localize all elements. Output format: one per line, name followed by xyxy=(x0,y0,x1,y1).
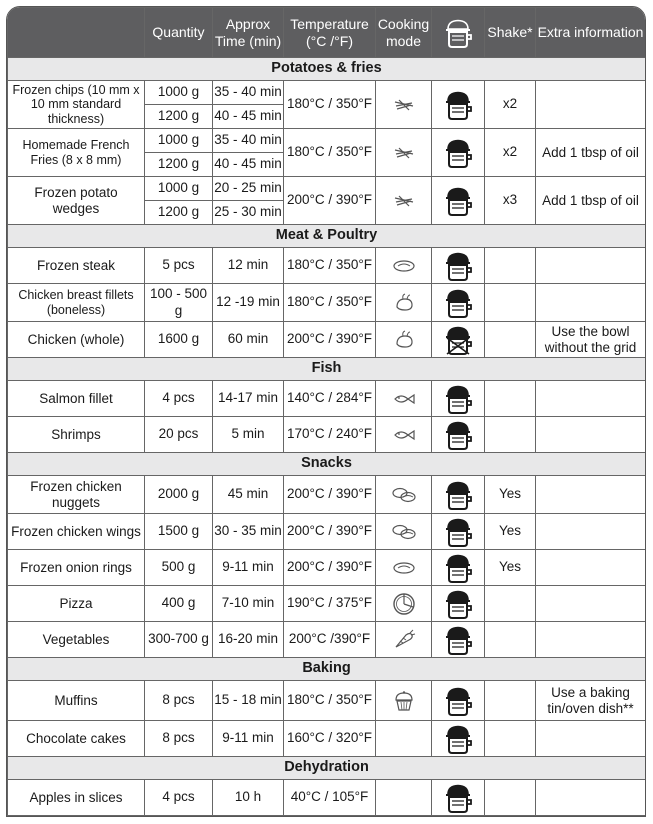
temperature-cell: 200°C /390°F xyxy=(284,622,376,658)
fryer-icon xyxy=(432,516,484,548)
table-row xyxy=(8,129,646,153)
fryer-cell xyxy=(432,177,485,225)
header-fryer xyxy=(432,8,485,58)
food-name: Apples in slices xyxy=(8,780,145,816)
extra-cell xyxy=(536,550,646,586)
extra-cell xyxy=(536,780,646,816)
steak-icon xyxy=(376,259,431,273)
table-row xyxy=(8,322,646,358)
cooking-table xyxy=(7,7,646,816)
fries-icon xyxy=(376,97,431,113)
header-extra: Extra information xyxy=(536,8,646,58)
fryer-cell xyxy=(432,322,485,358)
extra-cell: Use the bowl without the grid xyxy=(536,322,646,358)
extra-cell: Use a baking tin/oven dish** xyxy=(536,681,646,721)
steak-icon xyxy=(376,561,431,575)
fryer-cell xyxy=(432,476,485,514)
section-title: Potatoes & fries xyxy=(8,58,646,81)
time-cell: 12 -19 min xyxy=(213,284,284,322)
section-row xyxy=(8,453,646,476)
mode-cell xyxy=(376,622,432,658)
section-title: Fish xyxy=(8,358,646,381)
shake-cell: x2 xyxy=(485,129,536,177)
time-cell: 15 - 18 min xyxy=(213,681,284,721)
vegetables-icon xyxy=(376,629,431,651)
food-name: Pizza xyxy=(8,586,145,622)
quantity-cell: 4 pcs xyxy=(145,381,213,417)
extra-cell: Add 1 tbsp of oil xyxy=(536,129,646,177)
temperature-cell: 180°C / 350°F xyxy=(284,284,376,322)
time-cell: 16-20 min xyxy=(213,622,284,658)
fryer-icon xyxy=(432,250,484,282)
time-cell: 40 - 45 min xyxy=(213,153,284,177)
mode-cell xyxy=(376,81,432,129)
table-row xyxy=(8,780,646,816)
temperature-cell: 180°C / 350°F xyxy=(284,129,376,177)
temperature-cell: 170°C / 240°F xyxy=(284,417,376,453)
section-row xyxy=(8,225,646,248)
shake-cell xyxy=(485,681,536,721)
extra-cell xyxy=(536,514,646,550)
table-row xyxy=(8,622,646,658)
table-row xyxy=(8,476,646,514)
muffin-icon xyxy=(376,690,431,712)
mode-cell xyxy=(376,514,432,550)
food-name: Chicken breast fillets (boneless) xyxy=(8,284,145,322)
shake-cell: Yes xyxy=(485,514,536,550)
food-name: Shrimps xyxy=(8,417,145,453)
time-cell: 7-10 min xyxy=(213,586,284,622)
mode-cell xyxy=(376,780,432,816)
time-cell: 9-11 min xyxy=(213,721,284,757)
quantity-cell: 5 pcs xyxy=(145,248,213,284)
time-cell: 30 - 35 min xyxy=(213,514,284,550)
extra-cell xyxy=(536,417,646,453)
fish-icon xyxy=(376,392,431,406)
fish-icon xyxy=(376,428,431,442)
food-name: Homemade French Fries (8 x 8 mm) xyxy=(8,129,145,177)
mode-cell xyxy=(376,248,432,284)
fryer-cell xyxy=(432,721,485,757)
section-title: Snacks xyxy=(8,453,646,476)
fryer-icon xyxy=(432,685,484,717)
shake-cell xyxy=(485,622,536,658)
food-name: Vegetables xyxy=(8,622,145,658)
fryer-cell xyxy=(432,586,485,622)
food-name: Frozen chicken nuggets xyxy=(8,476,145,514)
fryer-icon xyxy=(432,479,484,511)
time-cell: 60 min xyxy=(213,322,284,358)
extra-cell xyxy=(536,721,646,757)
food-name: Frozen steak xyxy=(8,248,145,284)
nuggets-icon xyxy=(376,486,431,504)
temperature-cell: 200°C / 390°F xyxy=(284,322,376,358)
temperature-cell: 180°C / 350°F xyxy=(284,681,376,721)
food-name: Frozen potato wedges xyxy=(8,177,145,225)
temperature-cell: 200°C / 390°F xyxy=(284,476,376,514)
fries-icon xyxy=(376,145,431,161)
mode-cell xyxy=(376,381,432,417)
nuggets-icon xyxy=(376,523,431,541)
quantity-cell: 2000 g xyxy=(145,476,213,514)
cooking-table-sheet xyxy=(6,6,646,817)
table-row xyxy=(8,248,646,284)
section-row xyxy=(8,358,646,381)
fryer-cell xyxy=(432,248,485,284)
time-cell: 14-17 min xyxy=(213,381,284,417)
shake-cell: Yes xyxy=(485,476,536,514)
fryer-cell xyxy=(432,284,485,322)
shake-cell xyxy=(485,586,536,622)
table-row xyxy=(8,586,646,622)
fryer-icon xyxy=(432,782,484,814)
shake-cell xyxy=(485,284,536,322)
header-time: Approx Time (min) xyxy=(213,8,284,58)
food-name: Frozen chicken wings xyxy=(8,514,145,550)
fryer-cell xyxy=(432,129,485,177)
fryer-icon xyxy=(432,287,484,319)
quantity-cell: 100 - 500 g xyxy=(145,284,213,322)
fryer-icon xyxy=(432,17,484,49)
fryer-icon xyxy=(432,588,484,620)
time-cell: 10 h xyxy=(213,780,284,816)
chicken-icon xyxy=(376,293,431,313)
table-row xyxy=(8,284,646,322)
quantity-cell: 20 pcs xyxy=(145,417,213,453)
quantity-cell: 1000 g xyxy=(145,177,213,201)
pizza-icon xyxy=(376,592,431,616)
no-grid-fryer-icon xyxy=(432,324,484,356)
time-cell: 12 min xyxy=(213,248,284,284)
fryer-cell xyxy=(432,550,485,586)
food-name: Frozen chips (10 mm x 10 mm standard thickness) xyxy=(8,81,145,129)
shake-cell: x3 xyxy=(485,177,536,225)
shake-cell xyxy=(485,322,536,358)
table-row xyxy=(8,721,646,757)
section-title: Meat & Poultry xyxy=(8,225,646,248)
time-cell: 20 - 25 min xyxy=(213,177,284,201)
quantity-cell: 1200 g xyxy=(145,201,213,225)
shake-cell xyxy=(485,417,536,453)
fryer-icon xyxy=(432,419,484,451)
time-cell: 5 min xyxy=(213,417,284,453)
extra-cell xyxy=(536,476,646,514)
time-cell: 40 - 45 min xyxy=(213,105,284,129)
fryer-icon xyxy=(432,552,484,584)
table-row xyxy=(8,177,646,201)
temperature-cell: 160°C / 320°F xyxy=(284,721,376,757)
header-row xyxy=(8,8,646,58)
table-row xyxy=(8,514,646,550)
food-name: Salmon fillet xyxy=(8,381,145,417)
temperature-cell: 140°C / 284°F xyxy=(284,381,376,417)
mode-cell xyxy=(376,417,432,453)
section-title: Baking xyxy=(8,658,646,681)
shake-cell xyxy=(485,248,536,284)
fryer-icon xyxy=(432,89,484,121)
shake-cell: x2 xyxy=(485,81,536,129)
food-name: Frozen onion rings xyxy=(8,550,145,586)
shake-cell xyxy=(485,381,536,417)
fryer-icon xyxy=(432,185,484,217)
quantity-cell: 1500 g xyxy=(145,514,213,550)
section-row xyxy=(8,757,646,780)
temperature-cell: 180°C / 350°F xyxy=(284,248,376,284)
extra-cell xyxy=(536,381,646,417)
chicken-icon xyxy=(376,330,431,350)
time-cell: 9-11 min xyxy=(213,550,284,586)
table-row xyxy=(8,550,646,586)
quantity-cell: 8 pcs xyxy=(145,681,213,721)
quantity-cell: 1600 g xyxy=(145,322,213,358)
quantity-cell: 1000 g xyxy=(145,81,213,105)
header-shake: Shake* xyxy=(485,8,536,58)
quantity-cell: 300-700 g xyxy=(145,622,213,658)
fryer-icon xyxy=(432,723,484,755)
table-row xyxy=(8,417,646,453)
extra-cell xyxy=(536,284,646,322)
quantity-cell: 1200 g xyxy=(145,105,213,129)
table-row xyxy=(8,381,646,417)
time-cell: 35 - 40 min xyxy=(213,81,284,105)
temperature-cell: 180°C / 350°F xyxy=(284,81,376,129)
mode-cell xyxy=(376,586,432,622)
mode-cell xyxy=(376,550,432,586)
fryer-cell xyxy=(432,622,485,658)
shake-cell xyxy=(485,780,536,816)
quantity-cell: 400 g xyxy=(145,586,213,622)
header-temperature: Temperature (°C /°F) xyxy=(284,8,376,58)
quantity-cell: 1000 g xyxy=(145,129,213,153)
temperature-cell: 190°C / 375°F xyxy=(284,586,376,622)
fryer-cell xyxy=(432,681,485,721)
section-row xyxy=(8,58,646,81)
table-row xyxy=(8,681,646,721)
extra-cell xyxy=(536,622,646,658)
mode-cell xyxy=(376,322,432,358)
fryer-cell xyxy=(432,381,485,417)
quantity-cell: 4 pcs xyxy=(145,780,213,816)
fryer-icon xyxy=(432,624,484,656)
time-cell: 45 min xyxy=(213,476,284,514)
section-row xyxy=(8,658,646,681)
quantity-cell: 1200 g xyxy=(145,153,213,177)
fries-icon xyxy=(376,193,431,209)
temperature-cell: 200°C / 390°F xyxy=(284,514,376,550)
shake-cell: Yes xyxy=(485,550,536,586)
extra-cell xyxy=(536,81,646,129)
fryer-icon xyxy=(432,383,484,415)
header-mode: Cooking mode xyxy=(376,8,432,58)
food-name: Muffins xyxy=(8,681,145,721)
extra-cell xyxy=(536,248,646,284)
mode-cell xyxy=(376,284,432,322)
fryer-icon xyxy=(432,137,484,169)
fryer-cell xyxy=(432,514,485,550)
table-body xyxy=(8,58,646,816)
time-cell: 25 - 30 min xyxy=(213,201,284,225)
quantity-cell: 8 pcs xyxy=(145,721,213,757)
mode-cell xyxy=(376,129,432,177)
table-row xyxy=(8,81,646,105)
food-name: Chicken (whole) xyxy=(8,322,145,358)
quantity-cell: 500 g xyxy=(145,550,213,586)
mode-cell xyxy=(376,681,432,721)
food-name: Chocolate cakes xyxy=(8,721,145,757)
header-food xyxy=(8,8,145,58)
mode-cell xyxy=(376,177,432,225)
extra-cell xyxy=(536,586,646,622)
fryer-cell xyxy=(432,780,485,816)
shake-cell xyxy=(485,721,536,757)
temperature-cell: 200°C / 390°F xyxy=(284,177,376,225)
time-cell: 35 - 40 min xyxy=(213,129,284,153)
header-quantity: Quantity xyxy=(145,8,213,58)
extra-cell: Add 1 tbsp of oil xyxy=(536,177,646,225)
section-title: Dehydration xyxy=(8,757,646,780)
fryer-cell xyxy=(432,417,485,453)
mode-cell xyxy=(376,476,432,514)
fryer-cell xyxy=(432,81,485,129)
mode-cell xyxy=(376,721,432,757)
temperature-cell: 40°C / 105°F xyxy=(284,780,376,816)
temperature-cell: 200°C / 390°F xyxy=(284,550,376,586)
